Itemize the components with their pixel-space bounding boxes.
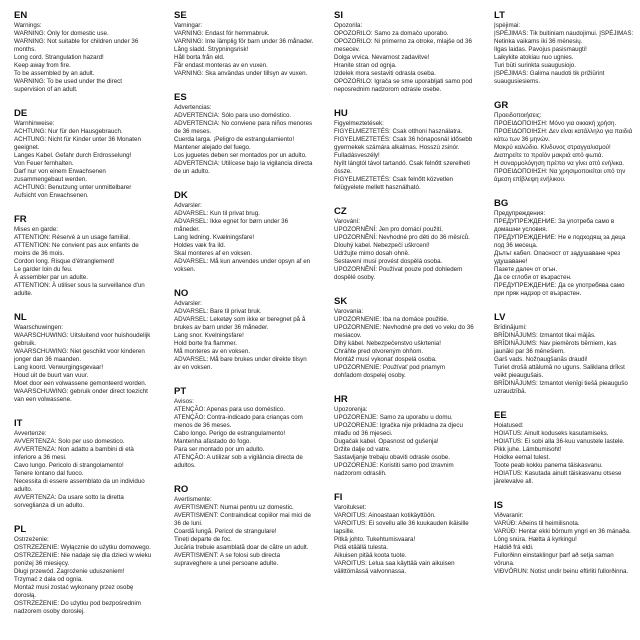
warning-line: ΠΡΟΕΙΔΟΠΟΙΗΣΗ: Δεν είναι κατάλληλο για παιδιά κάτω των 36 μηνών. [494, 128, 633, 143]
warning-line: HOIATUS: Ainult koduseks kasutamiseks. [494, 430, 609, 437]
language-section-cz [334, 206, 474, 282]
warning-line: VARÚÐ: Hentar ekki börnum yngri en 36 mánaða. [494, 528, 631, 535]
warning-line: Długi przewód. Zagrożenie uduszeniem! [14, 568, 125, 575]
warning-line: ĮSPĖJIMAS: Galima naudoti tik prižiūrint suaugusiesiems. [494, 70, 605, 85]
warnings-heading: Varovania: [334, 308, 364, 315]
warning-line: HOIATUS: Kasutada ainult täiskasvanu otsese järelevalve all. [494, 470, 622, 485]
warning-line: Pidä etäällä tulesta. [334, 544, 389, 551]
warnings-heading: Advarsler: [174, 300, 202, 307]
warnings-heading: Waarschuwingen: [14, 324, 63, 331]
warning-line: VIÐVÖRUN: Notist undir beinu eftirliti fullorðinna. [494, 568, 629, 575]
warning-line: Cabo longo. Perigo de estrangulamento! [174, 430, 286, 437]
warning-line: ADVARSEL: Må bare brukes under direkte tilsyn av en voksen. [174, 356, 307, 371]
warning-line: ADVARSEL: Må kun anvendes under opsyn af en voksen. [174, 258, 311, 273]
warning-line: Mantenha afastado do fogo. [174, 438, 252, 445]
warning-line: ADVARSEL: Bare til privat bruk. [174, 308, 262, 315]
warning-line: WARNING: Only for domestic use. [14, 30, 109, 37]
warning-line: Hranite stran od ognja. [334, 62, 397, 69]
warning-line: UPOZORENJE: Samo za uporabu u domu. [334, 414, 453, 421]
warning-line: BRĪDINĀJUMS: Izmantot tikai mājās. [494, 332, 596, 339]
warning-line: Pikk juhe. Lämbumisoht! [494, 446, 562, 453]
warning-line: UPOZORNĚNÍ: Nevhodné pro děti do 36 měsíců. [334, 234, 470, 241]
warning-line: Lang ledning. Kvælningsfare! [174, 234, 255, 241]
warning-line: FIGYELMEZTETÉS: Csak felnőtt közvetlen felügyelete mellett használható. [334, 176, 453, 191]
warning-line: Pitkä johto. Tukehtumisvaara! [334, 536, 416, 543]
warning-line: ACHTUNG: Nur für den Hausgebrauch. [14, 128, 123, 135]
language-section-it [14, 418, 154, 510]
warning-line: HOIATUS: Ei sobi alla 36-kuu vanustele lastele. [494, 438, 625, 445]
warning-line: AVERTISMENT: Numai pentru uz domestic. [174, 504, 294, 511]
warnings-heading: Įspėjimai: [494, 22, 521, 29]
warning-line: AVERTISMENT: Contraindicat copiilor mai mici de 36 de luni. [174, 512, 311, 527]
language-section-hr [334, 394, 474, 478]
warning-line: Дълъг кабел. Опасност от задушаване чрез удушаване! [494, 250, 621, 265]
warning-line: UPOZORNENIE: Nevhodné pre deti vo veku do 36 mesiacov. [334, 324, 474, 339]
warning-line: Keep away from fire. [14, 62, 71, 69]
language-code: NO [174, 288, 189, 299]
warnings-heading: Opozorila: [334, 22, 363, 29]
warning-line: ADVERTENCIA: No conviene para niños menores de 36 meses. [174, 120, 313, 135]
language-section-pl [14, 524, 154, 616]
warning-line: Trzymać z dala od ognia. [14, 576, 83, 583]
warning-line: Löng snúra. Hætta á kyrkingu! [494, 536, 577, 543]
warning-line: VAROITUS: Ainoastaan kotikäyttöön. [334, 512, 436, 519]
language-section-gr [494, 100, 634, 184]
warning-line: Hoidke eemal tulest. [494, 454, 551, 461]
warning-line: Skal monteres af en voksen. [174, 250, 253, 257]
warning-line: Turiet drošā attālumā no uguns. Saliklana drīkst veikt pieaugušais. [494, 364, 625, 379]
language-section-dk [174, 190, 314, 274]
language-code: DK [174, 190, 188, 201]
warning-line: Cuerda larga. ¡Peligro de estrangulamiento! [174, 136, 295, 143]
warning-line: ΠΡΟΕΙΔΟΠΟΙΗΣΗ: Μόνο για οικιακή χρήση. [494, 120, 617, 127]
warning-line: Para ser montado por um adulto. [174, 446, 265, 453]
warning-line: Håll borta från eld. [174, 54, 225, 61]
column-4 [480, 10, 640, 640]
language-code: DE [14, 108, 28, 119]
warning-line: ATENÇÃO: Apenas para uso doméstico. [174, 406, 285, 413]
language-section-is [494, 500, 634, 576]
warning-line: Langes Kabel. Gefahr durch Erdrosselung! [14, 152, 132, 159]
warning-line: Cordon long. Risque d'étranglement! [14, 258, 115, 265]
language-section-fr [14, 214, 154, 298]
warning-line: ADVARSEL: Leketøy som ikke er beregnet på å brukes av barn under 36 måneder. [174, 316, 306, 331]
warning-line: Mantener alejado del fuego. [174, 144, 251, 151]
warning-line: Držite dalje od vatre. [334, 446, 391, 453]
warnings-heading: Advertencias: [174, 104, 212, 111]
warning-line: Los juguetes deben ser montados por un adulto. [174, 152, 307, 159]
warning-line: Laikykite atokiau nuo ugnies. [494, 54, 574, 61]
warning-line: Udržujte mimo dosah ohně. [334, 250, 410, 257]
language-section-pt [174, 386, 314, 470]
warning-line: ATENÇÃO: A utilizar sob a vigilância directa de adultos. [174, 454, 303, 469]
warning-line: ATTENTION: À utiliser sous la surveillance d'un adulte. [14, 282, 145, 297]
warning-line: WARNING: Not suitable for children under 36 months. [14, 38, 139, 53]
warning-line: Lang snor. Kvelningsfare! [174, 332, 244, 339]
language-section-en [14, 10, 154, 94]
warning-line: AVVERTENZA: Non adatto a bambini di età inferiore a 36 mesi. [14, 446, 134, 461]
warning-line: Dlouhý kabel. Nebezpečí uškrcení! [334, 242, 430, 249]
warning-line: BRĪDINĀJUMS: Izmantot vienīgi tiešā pieaugušo uzraudzībā. [494, 380, 628, 395]
column-2 [160, 10, 320, 640]
language-section-si [334, 10, 474, 94]
language-section-ee [494, 410, 634, 486]
warning-line: OPOZORILO: Samo za domačo uporabo. [334, 30, 449, 37]
warning-line: Nyílt lángtól távol tartandó. Csak felnőtt szerelheti össze. [334, 160, 470, 175]
warning-line: Coardă lungă. Pericol de strangulare! [174, 528, 277, 535]
warning-line: AVVERTENZA: Solo per uso domestico. [14, 438, 125, 445]
warning-line: Holdes væk fra ild. [174, 242, 226, 249]
warning-line: À assembler par un adulte. [14, 274, 88, 281]
warning-line: VAROITUS: Ei sovellu alle 36 kuukauden ikäisille lapsille. [334, 520, 469, 535]
warning-line: ПРЕДУПРЕЖДЕНИЕ: Не е подходящ за деца под 36 месеца. [494, 234, 626, 249]
warning-line: VARÚÐ: Aðeins til heimilisnota. [494, 520, 580, 527]
language-code: EN [14, 10, 28, 21]
language-section-ro [174, 484, 314, 568]
warning-line: WAARSCHUWING: Uitsluitend voor huishoudelijk gebruik. [14, 332, 151, 347]
warning-line: To be assembled by an adult. [14, 70, 95, 77]
language-section-fi [334, 492, 474, 576]
warning-line: ACHTUNG: Nicht für Kinder unter 36 Monaten geeignet. [14, 136, 141, 151]
warning-line: ATTENTION: Ne convient pas aux enfants de moins de 36 mois. [14, 242, 139, 257]
warning-line: FIGYELMEZTETÉS: Csak 36 hónaposnál idősebb gyermekek számára alkalmas. Hosszú zsinór. Fulladásveszély! [334, 136, 473, 159]
warning-line: Пазете далеч от огън. [494, 266, 558, 273]
warning-line: Ilgas laidas. Pavojus pasismaugti! [494, 46, 587, 53]
warning-line: Η συναρμολόγηση πρέπει να γίνει από ενήλικα. [494, 160, 624, 167]
warning-line: Sastavljanje trebaju obaviti odrasle osobe. [334, 454, 450, 461]
warning-line: Montáž musí vykonať dospelá osoba. [334, 356, 437, 363]
warning-line: Διατηρείτε το προϊόν μακριά από φωτιά. [494, 152, 604, 159]
language-code: BG [494, 198, 509, 209]
warnings-heading: Upozorenja: [334, 406, 368, 413]
language-code: GR [494, 100, 509, 111]
warning-line: ADVARSEL: Ikke egnet for børn under 36 måneder. [174, 218, 289, 233]
warning-line: Turi būti surinkta suaugusiojo. [494, 62, 576, 69]
warning-line: VARNING: Ska användas under tillsyn av vuxen. [174, 70, 308, 77]
column-1 [0, 10, 160, 640]
language-section-lv [494, 312, 634, 396]
warning-line: Hold borte fra flammer. [174, 340, 237, 347]
language-code: NL [14, 312, 27, 323]
warning-line: Moet door een volwassene gemonteerd worden. [14, 380, 147, 387]
warning-line: Montaż musi zostać wykonany przez osobę dorosłą. [14, 584, 134, 599]
warning-line: WAARSCHUWING: Niet geschikt voor kinderen jonger dan 36 maanden. [14, 348, 145, 363]
warning-line: UPOZORENJE: Koristiti samo pod izravnim nadzorom odraslih. [334, 462, 454, 477]
language-code: SK [334, 296, 348, 307]
warning-line: UPOZORENJE: Igračka nije prikladna za djecu mlađu od 36 mjeseci. [334, 422, 463, 437]
warning-line: OSTRZEŻENIE: Nie nadaje się dla dzieci w wieku poniżej 36 miesięcy. [14, 552, 152, 567]
warning-line: AVERTISMENT: A se folosi sub directa supraveghere a unei persoane adulte. [174, 552, 281, 567]
warning-line: ПРЕДУПРЕЖДЕНИЕ: Да се употребява само при пряк надзор от възрастен. [494, 282, 625, 297]
warning-line: WAARSCHUWING: gebruik onder direct toezicht van een volwassene. [14, 388, 148, 403]
warning-line: Lang koord. Verwurgingsgevaar! [14, 364, 104, 371]
language-section-no [174, 288, 314, 372]
warning-line: Sestavení musí provést dospělá osoba. [334, 258, 443, 265]
warning-line: Fullorðinn einstaklingur þarf að setja saman vöruna. [494, 552, 614, 567]
warnings-heading: Warnhinweise: [14, 120, 55, 127]
warnings-heading: Mises en garde: [14, 226, 59, 233]
warning-line: UPOZORNENIE: Používať pod priamym dohľadom dospelej osoby. [334, 364, 445, 379]
language-code: LV [494, 312, 506, 323]
language-section-se [174, 10, 314, 78]
warning-line: Chráňte pred otvoreným ohňom. [334, 348, 424, 355]
warnings-heading: Ostrzeżenie: [14, 536, 49, 543]
warning-line: ADVERTENCIA: Sólo para uso doméstico. [174, 112, 292, 119]
warning-line: Lång sladd. Strypningsrisk! [174, 46, 249, 53]
warning-line: VAROITUS: Lelua saa käyttää vain aikuisen välittömässä valvonnassa. [334, 560, 455, 575]
language-section-es [174, 92, 314, 176]
language-section-bg [494, 198, 634, 298]
warning-line: Dolga vrvica. Nevarnost zadavitve! [334, 54, 430, 61]
language-code: EE [494, 410, 507, 421]
warning-line: OSTRZEŻENIE: Do użytku pod bezpośrednim nadzorem osoby dorosłej. [14, 600, 141, 615]
warning-line: Tineți departe de foc. [174, 536, 232, 543]
warning-line: Aikuisen pitää koota tuote. [334, 552, 407, 559]
warning-line: ΠΡΟΕΙΔΟΠΟΙΗΣΗ: Να χρησιμοποιείται υπό την άμεση επίβλεψη ενήλικου. [494, 168, 626, 183]
warnings-heading: Varování: [334, 218, 361, 225]
warning-line: ĮSPĖJIMAS: Tik buitiniam naudojimui. ĮSPĖJIMAS: Netinka vaikams iki 36 mėnesių. [494, 30, 634, 45]
warning-line: AVVERTENZA: Da usare sotto la diretta sorveglianza di un adulto. [14, 494, 124, 509]
warning-line: UPOZORNĚNÍ: Jen pro domácí použití. [334, 226, 444, 233]
warning-line: UPOZORNENIE: Iba na domáce použitie. [334, 316, 449, 323]
warning-line: VARNING: Endast för hemmabruk. [174, 30, 270, 37]
warning-line: Necessita di essere assemblato da un individuo adulto. [14, 478, 145, 493]
warning-line: ADVERTENCIA: Utilícese bajo la vigilancia directa de un adulto. [174, 160, 313, 175]
language-section-hu [334, 108, 474, 192]
language-code: IT [14, 418, 23, 429]
warning-line: VARNING: Inte lämplig för barn under 36 månader. [174, 38, 314, 45]
language-code: CZ [334, 206, 347, 217]
language-code: LT [494, 10, 505, 21]
warning-line: ПРЕДУПРЕЖДЕНИЕ: За употреба само в домашни условия. [494, 218, 615, 233]
warning-line: Да се сглоби от възрастен. [494, 274, 572, 281]
language-code: PL [14, 524, 27, 535]
warnings-heading: Varningar: [174, 22, 203, 29]
warnings-heading: Avisos: [174, 398, 194, 405]
warning-line: Tenere lontano dal fuoco. [14, 470, 84, 477]
warning-line: Må monteres av en voksen. [174, 348, 251, 355]
warning-line: WARNING: To be used under the direct supervision of an adult. [14, 78, 122, 93]
warning-line: Cavo lungo. Pericolo di strangolamento! [14, 462, 124, 469]
language-code: IS [494, 500, 503, 511]
warning-line: BRĪDINĀJUMS: Nav piemērots bērniem, kas jaunāki par 36 mēnešiem. [494, 340, 617, 355]
language-code: FR [14, 214, 27, 225]
warning-line: ADVARSEL: Kun til privat brug. [174, 210, 260, 217]
warnings-heading: Viðvaranir: [494, 512, 524, 519]
warning-line: Izdelek mora sestaviti odrasla oseba. [334, 70, 436, 77]
warning-line: ATTENTION: Réservé à un usage familial. [14, 234, 131, 241]
warnings-heading: Advarsler: [174, 202, 202, 209]
language-code: FI [334, 492, 343, 503]
warning-line: Dugačak kabel. Opasnost od gušenja! [334, 438, 439, 445]
warning-line: Houd uit de buurt van vuur. [14, 372, 89, 379]
language-section-lt [494, 10, 634, 86]
warnings-heading: Brīdinājumi: [494, 324, 527, 331]
warning-line: Μακρύ καλώδιο. Κίνδυνος στραγγαλισμού! [494, 144, 611, 151]
language-section-nl [14, 312, 154, 404]
warning-line: Le garder loin du feu. [14, 266, 73, 273]
warning-line: Darf nur von einem Erwachsenen zusammengebaut werden. [14, 168, 106, 183]
warnings-heading: Avvertenze: [14, 430, 47, 437]
warning-line: ATENÇÃO: Contra-indicado para crianças com menos de 36 meses. [174, 414, 303, 429]
warning-line: Garš vads. Nožņaugšanās draudi! [494, 356, 588, 363]
warning-line: FIGYELMEZTETÉS: Csak otthoni használatra. [334, 128, 463, 135]
warning-line: Jucăria trebuie asamblată doar de către un adult. [174, 544, 309, 551]
language-code: SE [174, 10, 187, 21]
language-section-de [14, 108, 154, 200]
warnings-heading: Hoiatused: [494, 422, 524, 429]
warning-line: Dlhý kábel. Nebezpečenstvo uškrtenia! [334, 340, 441, 347]
warnings-heading: Предупреждения: [494, 210, 546, 217]
warning-line: UPOZORNĚNÍ: Používat pouze pod dohledem dospělé osoby. [334, 266, 463, 281]
warning-line: Long cord. Strangulation hazard! [14, 54, 104, 61]
warning-line: ACHTUNG: Benutzung unter unmittelbarer Aufsicht von Erwachsenen. [14, 184, 132, 199]
language-code: SI [334, 10, 343, 21]
warning-line: Haldið frá eldi. [494, 544, 534, 551]
warnings-heading: Warnings: [14, 22, 42, 29]
warning-line: Får endast monteras av en vuxen. [174, 62, 268, 69]
language-code: PT [174, 386, 187, 397]
warning-line: Toote peab kokku panema täiskasvanu. [494, 462, 603, 469]
language-code: ES [174, 92, 187, 103]
warnings-heading: Προειδοποιήσεις: [494, 112, 542, 119]
language-code: HU [334, 108, 348, 119]
warnings-heading: Avertismente: [174, 496, 212, 503]
language-code: RO [174, 484, 189, 495]
warnings-heading: Figyelmeztetések: [334, 120, 384, 127]
language-section-sk [334, 296, 474, 380]
warning-line: OPOZORILO: Ni primerno za otroke, mlajše od 36 mesecev. [334, 38, 472, 53]
warning-line: OSTRZEŻENIE: Wyłącznie do użytku domowego. [14, 544, 151, 551]
column-3 [320, 10, 480, 640]
warning-line: Von Feuer fernhalten. [14, 160, 74, 167]
language-code: HR [334, 394, 348, 405]
warning-line: OPOZORILO: Igrača se sme uporabljati samo pod neposrednim nadzorom odrasle osebe. [334, 78, 473, 93]
warnings-heading: Varoitukset: [334, 504, 367, 511]
